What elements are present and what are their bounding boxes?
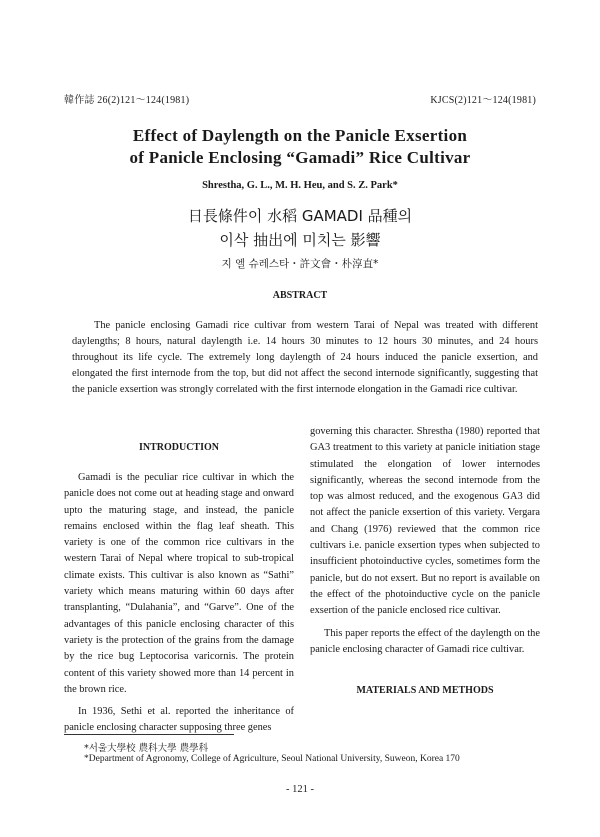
paper-title-line-2: of Panicle Enclosing “Gamadi” Rice Cultivar	[129, 148, 471, 167]
author-list: Shrestha, G. L., M. H. Heu, and S. Z. Park*	[202, 180, 398, 191]
korean-title-line-1: 日長條件이 水稻 GAMADI 品種의	[187, 207, 413, 225]
abstract-heading: ABSTRACT	[272, 290, 328, 301]
left-column	[64, 470, 294, 737]
introduction-heading: INTRODUCTION	[138, 442, 219, 453]
footnote-korean: *서울大學校 農科大學 農學科	[84, 743, 209, 754]
korean-author-list: 지 엘 슈레스타・許文會・朴淳直*	[221, 258, 379, 270]
methods-heading: MATERIALS AND METHODS	[356, 685, 494, 696]
footnote-divider	[64, 734, 234, 735]
abstract-text: The panicle enclosing Gamadi rice cultivar from western Tarai of Nepal was treated with different daylengths; 8 hours, natural daylength i.e. 14 hours 30 minutes to 12 hours 30 minutes, and 24 hours throughout its life cycle. The extremely long daylength of 24 hours induced the panicle exsertion, and elongated the first internode from the top, but did not affect the second internode significantly, suggesting that the panicle exsertion was strongly correlated with the first internode elongation in the Gamadi rice cultivar.	[72, 320, 538, 395]
intro-paragraph-2: In 1936, Sethi et al. reported the inheritance of panicle enclosing character supposing three genes	[64, 706, 294, 734]
intro-paragraph-1: Gamadi is the peculiar rice cultivar in which the panicle does not come out at heading stage and onward upto the maturing stage, and instead, the panicle remains enclosed within the flag leaf sheath. This variety is one of the common rice cultivars in the western Tarai of Nepal where tropical to sub-tropical climate exists. This cultivar is also known as “Sathi” variety which means maturing within 60 days after transplanting, “Dulahania”, and “Garve”. One of the advantages of this panicle enclosing character of this variety is the protection of the grains from the damage by the rice bug Leptocorisa varicornis. The protein content of this variety showed more than 14 percent in the brown rice.	[64, 472, 294, 695]
korean-title-line-2: 이삭 抽出에 미치는 影響	[219, 231, 381, 249]
journal-header-english: KJCS(2)121～124(1981)	[430, 95, 536, 106]
paper-title-line-1: Effect of Daylength on the Panicle Exsertion	[132, 126, 468, 145]
journal-header-korean: 韓作誌 26(2)121～124(1981)	[64, 95, 190, 106]
intro-paragraph-4: This paper reports the effect of the daylength on the panicle enclosing character of Gamadi rice cultivar.	[310, 627, 540, 655]
intro-paragraph-3: governing this character. Shrestha (1980) reported that GA3 treatment to this variety at panicle initiation stage stimulated the elongation of lower internodes significantly, whereas the second internode from the top was almost reduced, and the exogenous GA3 did not affect the panicle exsertion of this variety. Vergara and Chang (1976) reviewed that the common rice cultivars i.e. panicle exsertion types when subjected to insufficient photoinductive cycles, sometimes form the panicle, but do not exsert. But no report is available on the effect of the photoinductive cycle on the panicle exsertion of the panicle enclosed rice cultivar.	[310, 426, 540, 617]
footnote-english: *Department of Agronomy, College of Agriculture, Seoul National University, Suweon, Korea 170	[84, 754, 460, 764]
page-number: - 121 -	[286, 784, 314, 795]
right-column	[310, 424, 540, 658]
